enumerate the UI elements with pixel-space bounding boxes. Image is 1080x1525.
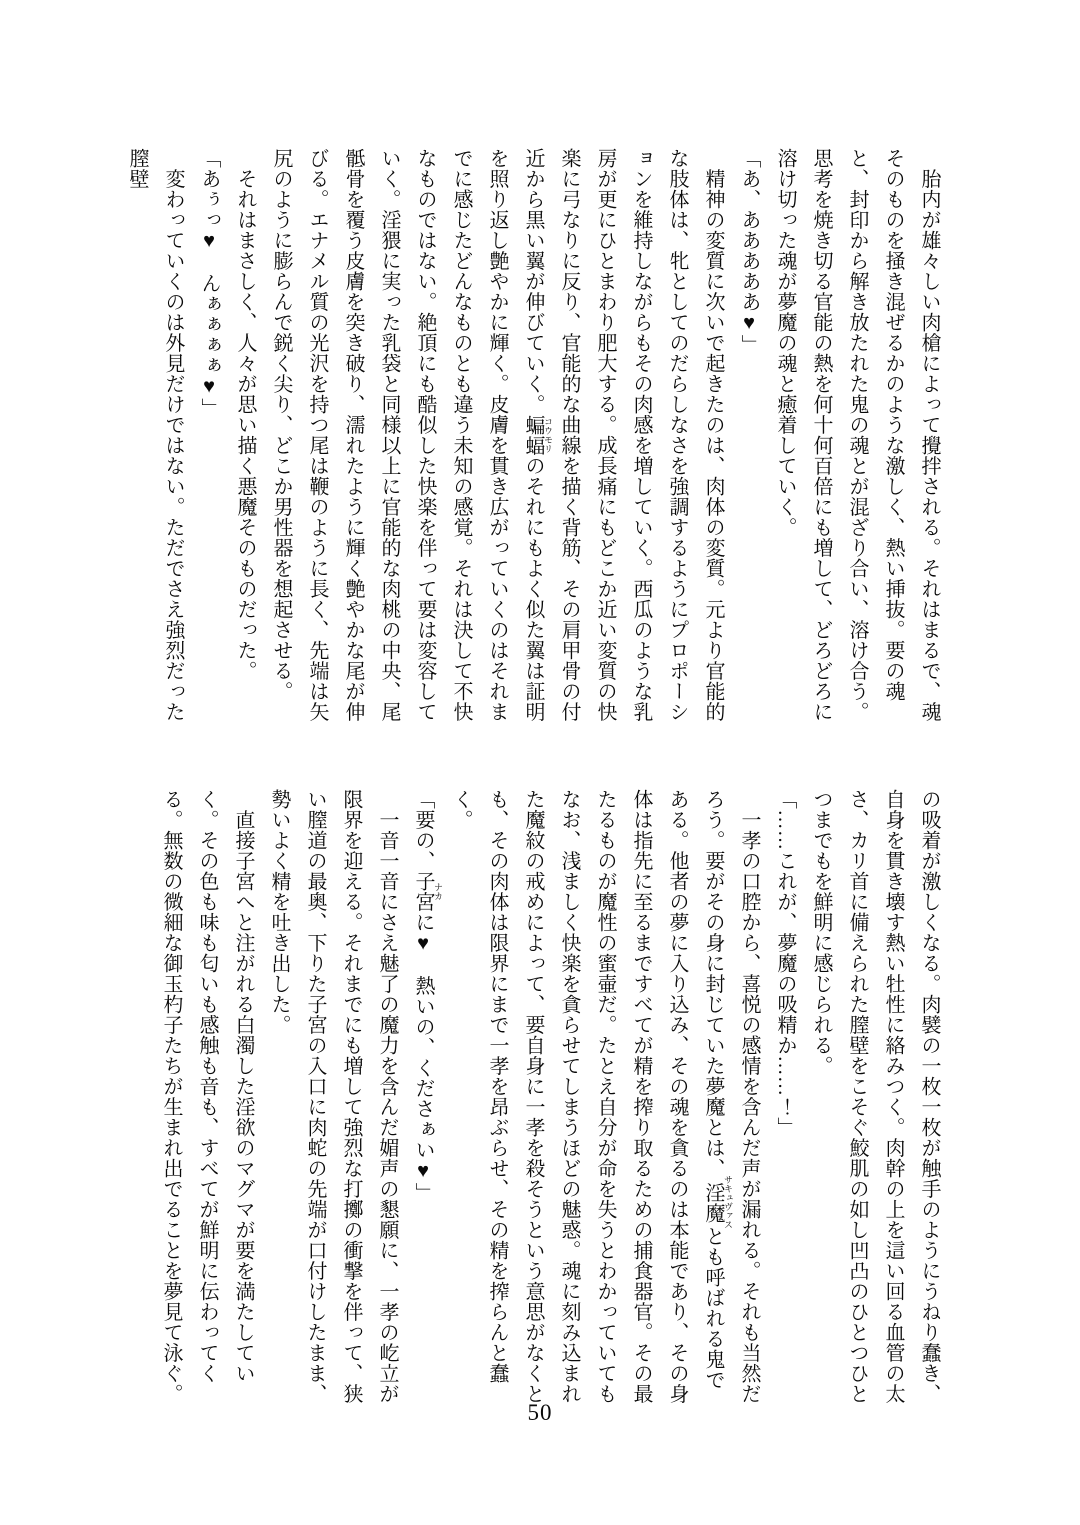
ruby-annotated-word: 蝙蝠 コウモリ	[522, 414, 553, 456]
paragraph: 変わっていくのは外見だけではない。ただでさえ強烈だった膣壁	[126, 148, 184, 722]
paragraph: 胎内が雄々しい肉槍によって攪拌される。それはまるで、魂そのものを掻き混ぜるかのような激しく、熱い挿抜。要の魂と、封印から解き放たれた鬼の魂とが混ざり合い、溶け合う。思考を焼き切る官能の熱を何十何百倍にも増して、どろどろに溶け切った魂が夢魔の魂と癒着していく。	[774, 148, 940, 722]
paragraph: 「……これが、夢魔の吸精か……！」	[774, 789, 796, 1138]
paragraph: 「要の、子宮 ナカに♥ 熱いの、くださぁい♥」	[412, 789, 443, 1203]
paragraph: それはまさしく、人々が思い描く悪魔そのものだった。	[234, 148, 256, 681]
paragraph: の吸着が激しくなる。肉襞の一枚一枚が触手のようにうねり蠢き、自身を貫き壊す熱い牡性に絡みつく。肉幹の上を這い回る血管の太さ、カリ首に備えられた膣壁をこそぐ鮫肌の如し凹凸のひとつひとつまでもを鮮明に感じられる。	[810, 789, 940, 1404]
text-block-lower	[153, 789, 947, 1409]
paragraph: 精神の変質に次いで起きたのは、肉体の変質。元より官能的な肢体は、牝としてのだらしなさを強調するようにプロポーションを維持しながらもその肉感を増していく。西瓜のような乳房が更にひとまわり肥大する。成長痛にもどこか近い変質の快楽に弓なりに反り、官能的な曲線を描く背筋、その肩甲骨の付近から黒い翼が伸びていく。蝙蝠 コウモリのそれにもよく似た翼は証明を照り返し艶やかに輝く。皮膚を貫き広がっていくのはそれまでに感じたどんなものとも違う未知の感覚。それは決して不快なものではない。絶頂にも酷似した快楽を伴って要は変容していく。淫猥に実った乳袋と同様以上に官能的な肉桃の中央、尾骶骨を覆う皮膚を突き破り、濡れたように輝く艶やかな尾が伸びる。エナメル質の光沢を持つ尾は鞭のように長く、先端は矢尻のように膨らんで鋭く尖り、どこか男性器を想起させる。	[270, 148, 724, 722]
text-block-upper	[119, 148, 947, 738]
ruby-annotated-word: 子宮 ナカ	[412, 871, 443, 912]
paragraph: 直接子宮へと注がれる白濁した淫欲のマグマが要を満たしていく。その色も味も匂いも感触も音も、すべてが鮮明に伝わってくる。無数の微細な御玉杓子たちが生まれ出でることを夢見て泳ぐ。	[160, 789, 254, 1404]
ruby-annotated-word: 淫魔 サキュヴァス	[702, 1175, 733, 1230]
paragraph: 「あぅっ♥ んぁぁぁぁ♥」	[198, 148, 220, 419]
paragraph: 「あ、あああああ♥」	[738, 148, 760, 355]
paragraph: 一音一音にさえ魅了の魔力を含んだ媚声の懇願に、一孝の屹立が限界を迎える。それまでにも増して強烈な打擲の衝撃を伴って、狭い膣道の最奥、下りた子宮の入口に肉蛇の先端が口付けしたまま、勢いよく精を吐き出した。	[268, 789, 398, 1404]
paragraph: 一孝の口腔から、喜悦の感情を含んだ声が漏れる。それも当然だろう。要がその身に封じていた夢魔とは、淫魔 サキュヴァスとも呼ばれる鬼である。他者の夢に入り込み、その魂を貪るのは本能であり、その身体は指先に至るまですべてが精を搾り取るための捕食器官。その最たるものが魔性の蜜壷だ。たとえ自分が命を失うとわかっていてもなお、浅ましく快楽を貪らせてしまうほどの魅惑。魂に刻み込まれた魔紋の戒めによって、要自身に一孝を殺そうという意思がなくとも、その肉体は限界にまで一孝を昂ぶらせ、その精を搾らんと蠢く。	[450, 789, 760, 1404]
page-number: 50	[527, 1400, 553, 1425]
